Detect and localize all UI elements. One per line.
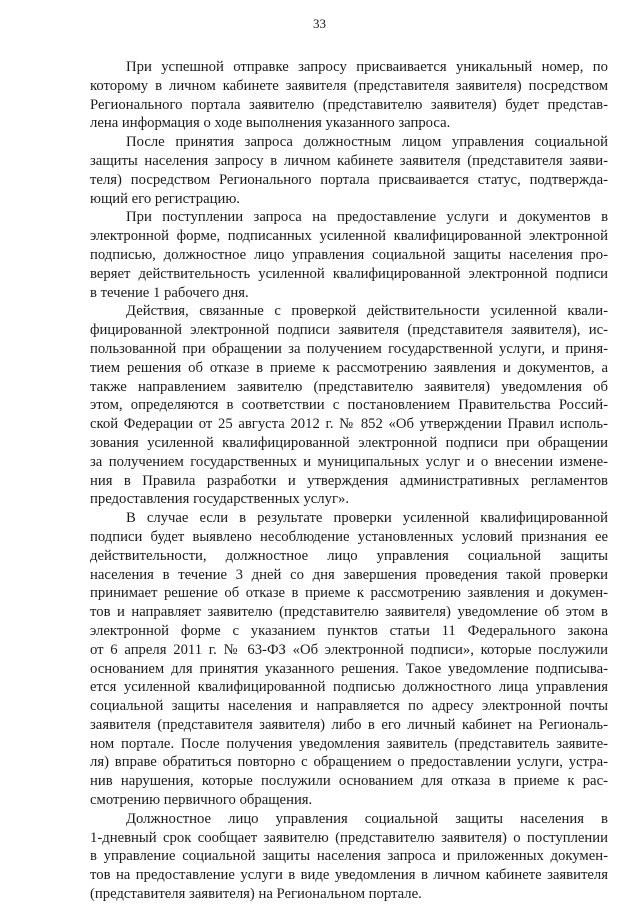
text-line: предоставления государственных услуг». [90, 491, 350, 508]
text-line: тов на предоставление услуги в виде уведомления в личном кабинете заявителя [90, 867, 608, 884]
text-line: В случае если в результате проверки усиленной квалифицированной [126, 510, 608, 527]
text-line: зования усиленной квалифицированной электронной подписи при обращении [90, 434, 608, 451]
text-line: Действия, связанные с проверкой действительности усиленной квали- [126, 303, 608, 320]
text-line: После принятия запроса должностным лицом управления социальной [126, 134, 608, 151]
paragraph [90, 58, 608, 133]
document-body [90, 58, 608, 904]
text-line: 1-дневный срок сообщает заявителю (представителю заявителя) о поступлении [90, 829, 608, 846]
text-line: ской Федерации от 25 августа 2012 г. № 852 «Об утверждении Правил исполь- [90, 416, 608, 433]
text-line: ется усиленной квалифицированной подписью должностного лица управления [90, 679, 608, 696]
text-line: действительности, должностное лицо управления социальной защиты [90, 547, 608, 564]
text-line: в управление социальной защиты населения запроса и приложенных докумен- [90, 848, 608, 865]
text-line: подписи будет выявлено несоблюдение установленных условий признания ее [90, 528, 608, 545]
text-line: за получением государственных и муниципальных услуг и о внесении измене- [90, 453, 608, 470]
text-line: которому в личном кабинете заявителя (представителя заявителя) посредством [90, 77, 608, 94]
text-line: принимает решение об отказе в приеме к рассмотрению заявления и докумен- [90, 585, 608, 602]
text-line: электронной форме с указанием пунктов статьи 11 Федерального закона [90, 622, 608, 639]
paragraph [90, 302, 608, 509]
text-line: лена информация о ходе выполнения указанного запроса. [90, 115, 451, 132]
text-line: ном портале. После получения уведомления заявитель (представитель заявите- [90, 735, 608, 752]
text-line: теля) посредством Регионального портала присваивается статус, подтвержда- [90, 171, 608, 188]
text-line: от 6 апреля 2011 г. № 63-ФЗ «Об электронной подписи», которые послужили [90, 641, 608, 658]
text-line: Должностное лицо управления социальной защиты населения в [126, 810, 608, 827]
paragraph [90, 208, 608, 302]
paragraph [90, 810, 608, 904]
text-line: подписью, должностное лицо управления социальной защиты населения про- [90, 246, 608, 263]
text-line: пользованной при обращении за получением государственной услуги, и приня- [90, 340, 608, 357]
text-line: также направлением заявителю (представителю заявителя) уведомления об [90, 378, 608, 395]
text-line: основанием для принятия указанного решения. Такое уведомление подписыва- [90, 660, 608, 677]
text-line: ля) вправе обратиться повторно с обращением о предоставлении услуги, устра- [90, 754, 608, 771]
text-line: социальной защиты населения и направляется по адресу электронной почты [90, 698, 608, 715]
page-number: 33 [313, 16, 326, 31]
text-line: тием решения об отказе в приеме к рассмотрению заявления и документов, а [90, 359, 608, 376]
text-line: этом, определяются в соответствии с постановлением Правительства Россий- [90, 397, 608, 414]
text-line: защиты населения запросу в личном кабинете заявителя (представителя заяви- [90, 152, 608, 169]
text-line: населения в течение 3 дней со дня завершения проведения такой проверки [90, 566, 608, 583]
text-line: При успешной отправке запросу присваивается уникальный номер, по [126, 59, 608, 75]
paragraph [90, 133, 608, 208]
text-line: фицированной электронной подписи заявителя (представителя заявителя), ис- [90, 322, 608, 339]
text-line: тов и направляет заявителю (представителю заявителя) уведомление об этом в [90, 604, 608, 621]
text-line: ния в Правила разработки и утверждения административных регламентов [90, 472, 608, 489]
text-line: в течение 1 рабочего дня. [90, 284, 249, 301]
text-line: Регионального портала заявителю (представителю заявителя) будет представ- [90, 96, 608, 113]
text-line: электронной форме, подписанных усиленной квалифицированной электронной [90, 228, 608, 245]
text-line: заявителя (представителя заявителя) либо в его личный кабинет на Региональ- [90, 716, 608, 733]
text-line: (представителя заявителя) на Региональном портале. [90, 886, 422, 903]
text-line: веряет действительность усиленной квалифицированной электронной подписи [90, 265, 608, 282]
text-line: нив нарушения, которые послужили основанием для отказа в приеме к рас- [90, 773, 608, 790]
paragraph [90, 509, 608, 810]
text-line: смотрению первичного обращения. [90, 792, 313, 809]
text-line: При поступлении запроса на предоставление услуги и документов в [126, 209, 608, 226]
text-line: ющий его регистрацию. [90, 190, 240, 207]
